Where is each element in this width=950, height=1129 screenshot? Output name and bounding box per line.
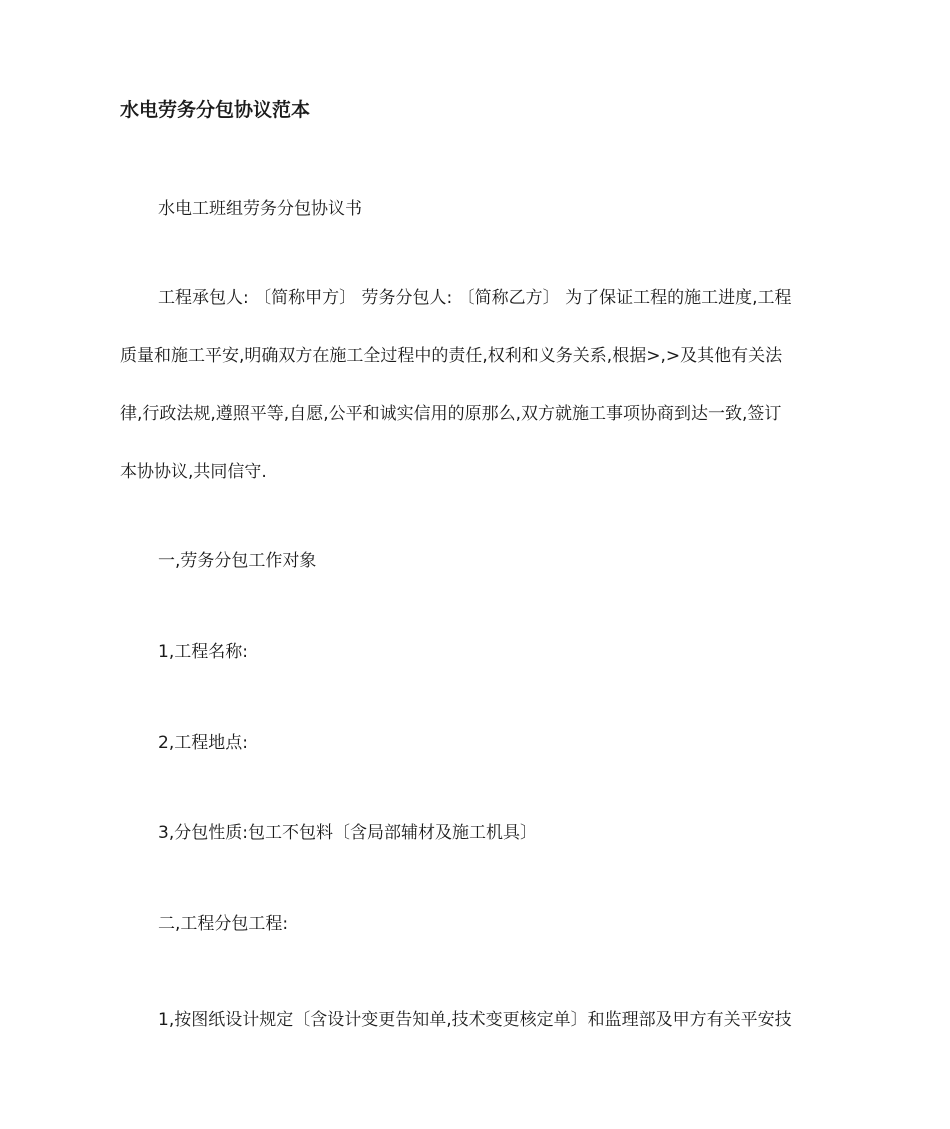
document-subtitle: 水电工班组劳务分包协议书 [158, 199, 362, 219]
list-item: 1,工程名称: [158, 642, 248, 662]
intro-line: 质量和施工平安,明确双方在施工全过程中的责任,权利和义务关系,根据>,>及其他有关法 [120, 346, 783, 366]
list-item: 3,分包性质:包工不包料〔含局部辅材及施工机具〕 [158, 823, 537, 843]
section-heading: 二,工程分包工程: [158, 914, 289, 934]
intro-line: 律,行政法规,遵照平等,自愿,公平和诚实信用的原那么,双方就施工事项协商到达一致,签订 [120, 404, 782, 424]
intro-line: 工程承包人: 〔简称甲方〕 劳务分包人: 〔简称乙方〕 为了保证工程的施工进度,工程 [158, 288, 792, 308]
list-item: 1,按图纸设计规定〔含设计变更告知单,技术变更核定单〕和监理部及甲方有关平安技 [158, 1010, 792, 1030]
list-item: 2,工程地点: [158, 733, 248, 753]
section-heading: 一,劳务分包工作对象 [158, 551, 317, 571]
document-title: 水电劳务分包协议范本 [120, 99, 311, 121]
intro-line: 本协协议,共同信守. [120, 462, 267, 482]
intro-paragraph [120, 269, 832, 501]
